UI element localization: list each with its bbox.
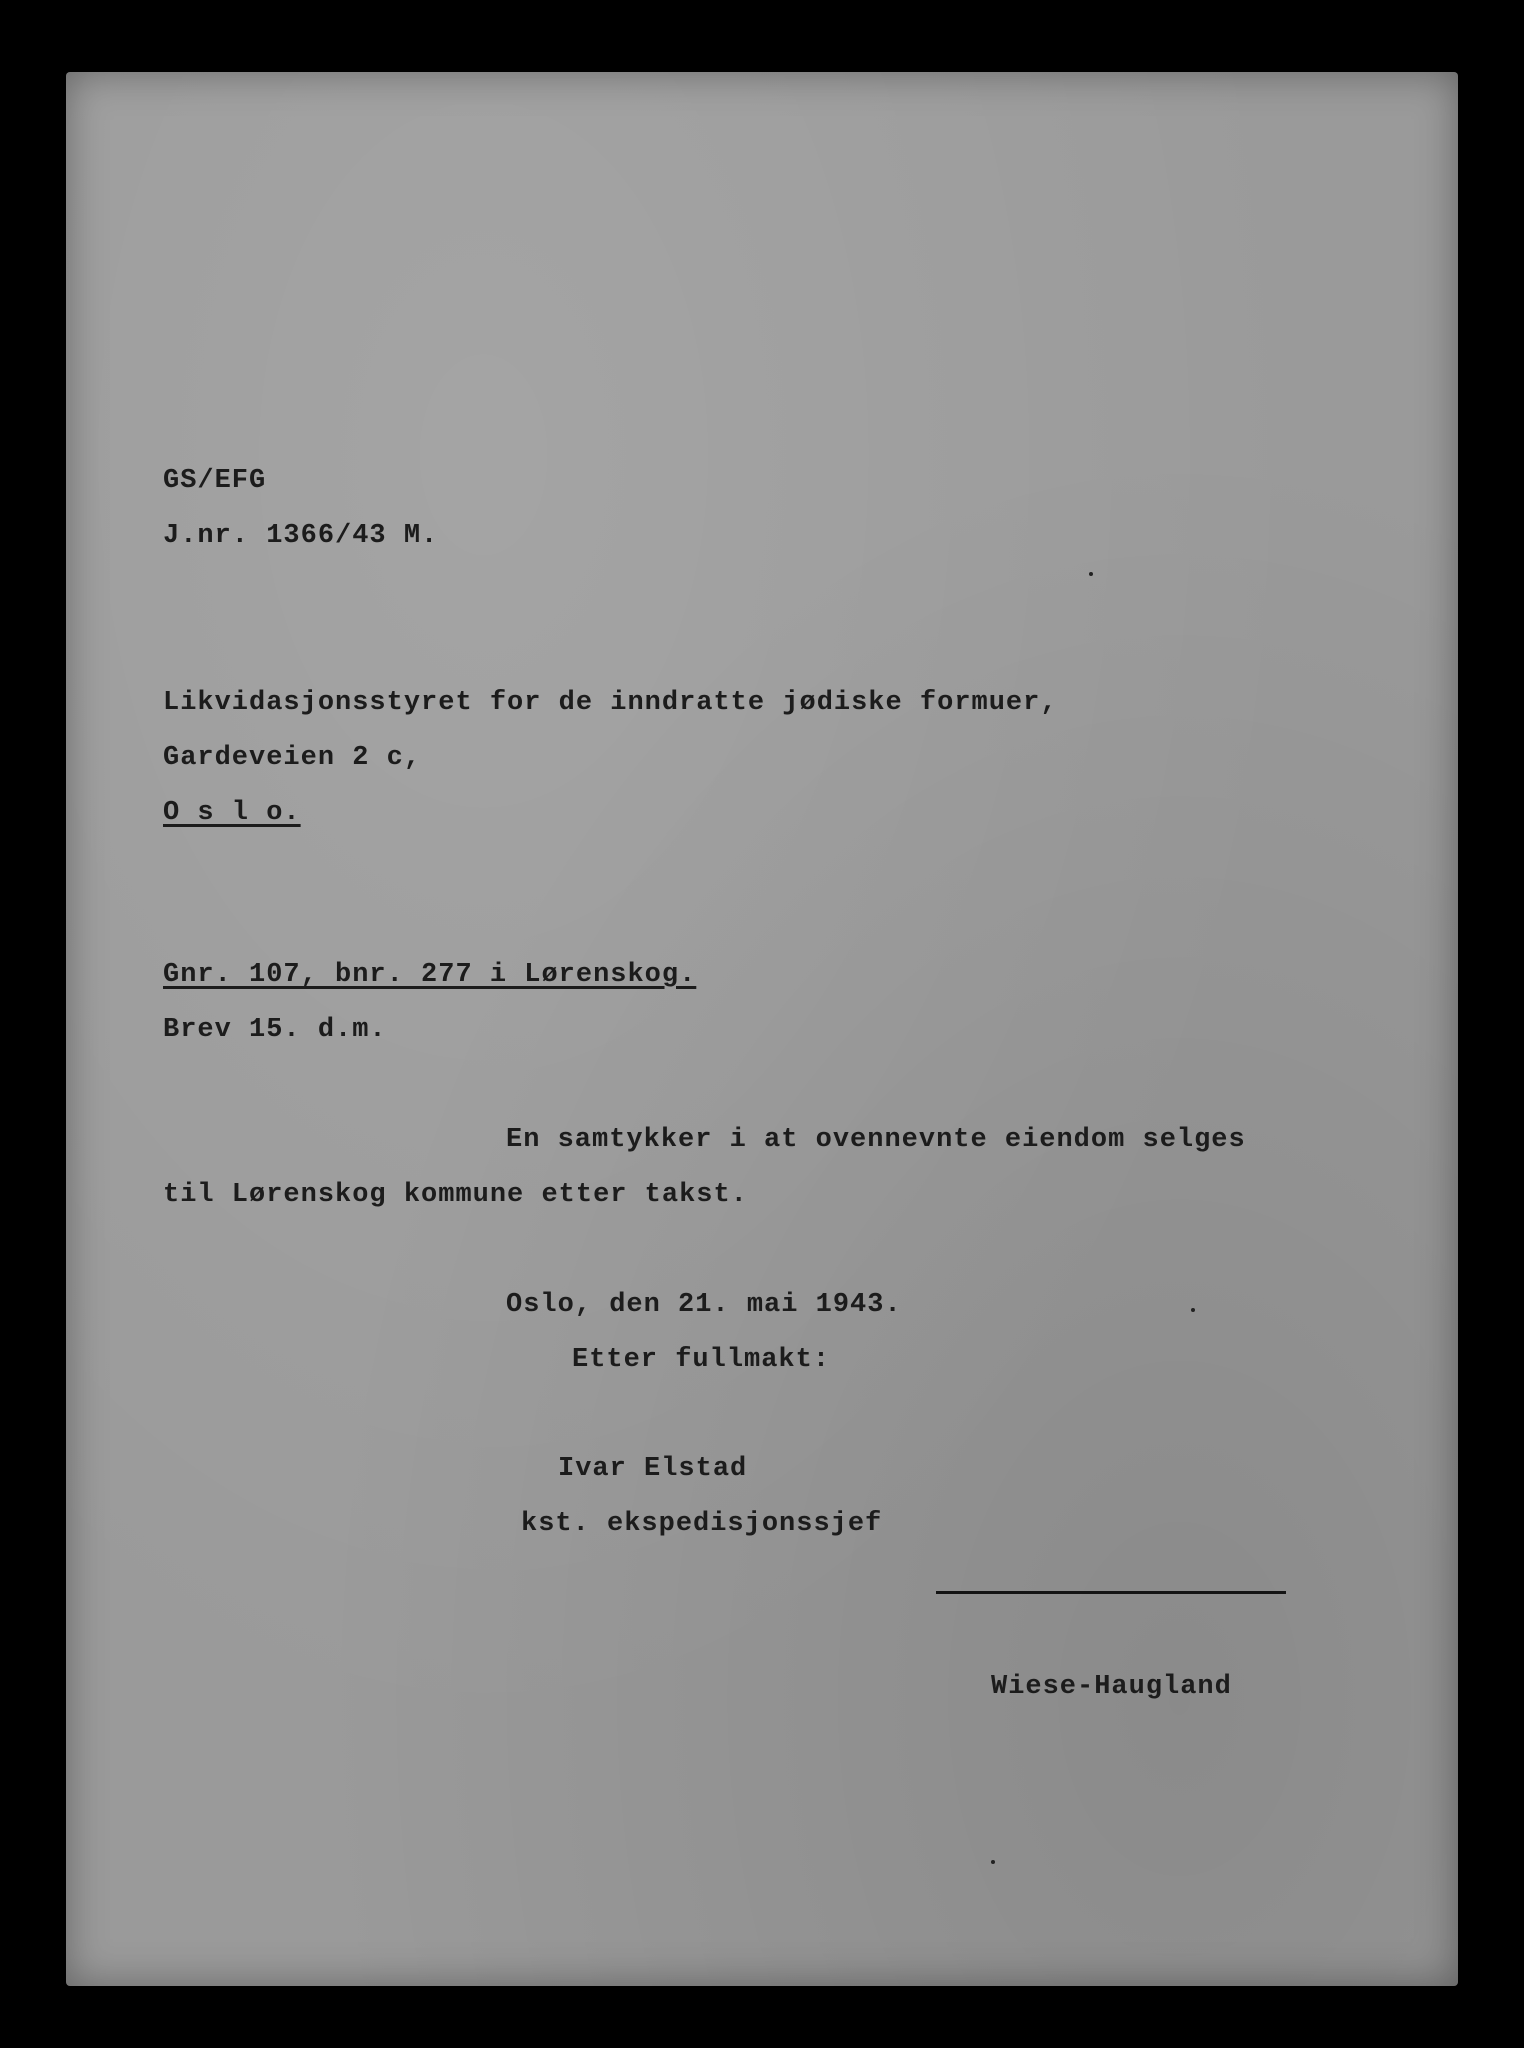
authority-line: Etter fullmakt: bbox=[572, 1345, 831, 1375]
body-line-2: til Lørenskog kommune etter takst. bbox=[163, 1180, 748, 1210]
signature-rule bbox=[936, 1591, 1286, 1594]
paper-speck bbox=[1089, 572, 1093, 576]
countersign-name: Wiese-Haugland bbox=[991, 1672, 1232, 1702]
journal-number: J.nr. 1366/43 M. bbox=[163, 521, 439, 551]
addressee-street: Gardeveien 2 c, bbox=[163, 743, 422, 773]
signatory-name: Ivar Elstad bbox=[558, 1454, 748, 1484]
subject-line: Gnr. 107, bnr. 277 i Lørenskog. bbox=[163, 960, 697, 990]
place-date: Oslo, den 21. mai 1943. bbox=[506, 1290, 902, 1320]
reference-initials: GS/EFG bbox=[163, 466, 267, 496]
letter-reference: Brev 15. d.m. bbox=[163, 1015, 387, 1045]
paper-speck bbox=[991, 1860, 995, 1864]
signatory-title: kst. ekspedisjonssjef bbox=[521, 1509, 883, 1539]
body-line-1: En samtykker i at ovennevnte eiendom selges bbox=[506, 1125, 1246, 1155]
addressee-name: Likvidasjonsstyret for de inndratte jødiske formuer, bbox=[163, 688, 1058, 718]
addressee-city: O s l o. bbox=[163, 798, 301, 828]
paper-speck bbox=[1191, 1308, 1195, 1312]
